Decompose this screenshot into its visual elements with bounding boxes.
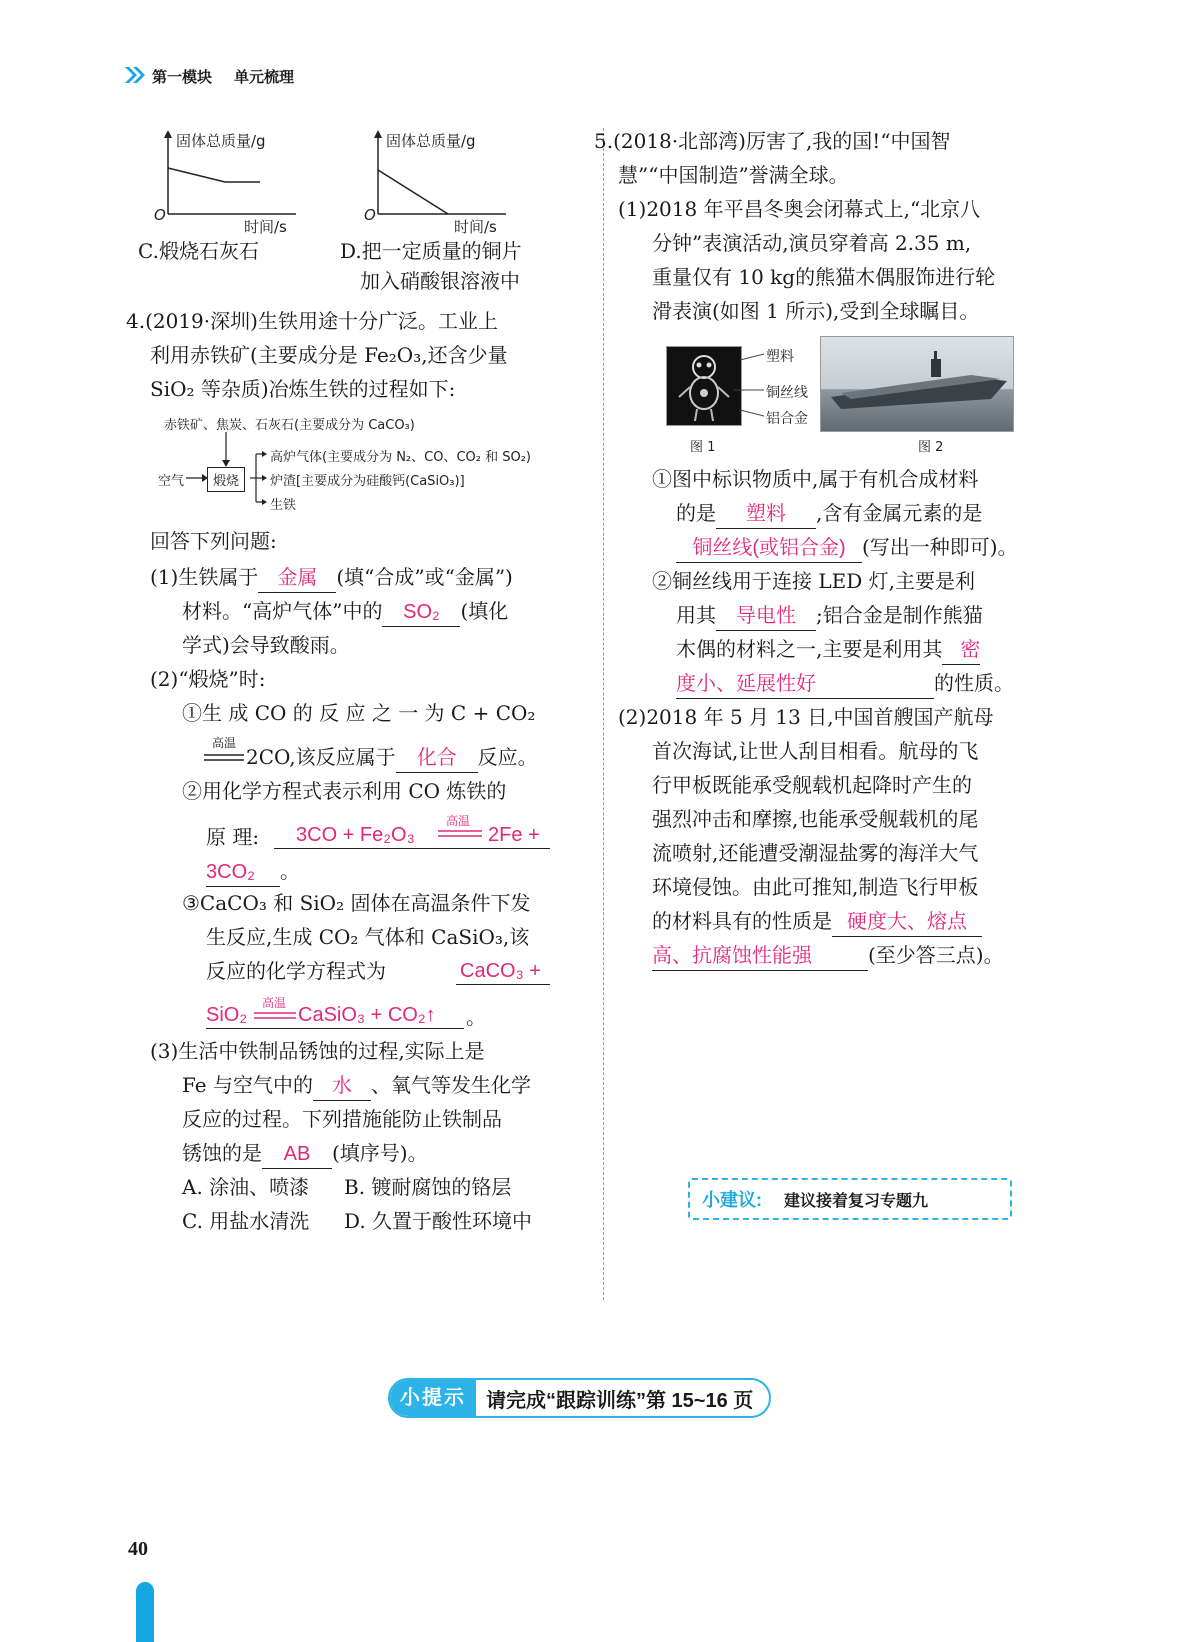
flow-output-gas: 高炉气体(主要成分为 N₂、CO、CO₂ 和 SO₂) — [270, 450, 532, 465]
flow-calcine-box: 煅烧 — [207, 467, 245, 492]
graph-d-ylabel: 固体总质量/g — [386, 132, 476, 150]
answer-equation-right: 2Fe + — [488, 824, 540, 846]
q5-s1-line2: 分钟”表演活动,演员穿着高 2.35 m, — [652, 231, 972, 255]
q4-part1-line1: (1)生铁属于 金属 (填“合成”或“金属”) — [150, 560, 513, 594]
answer-equation-left: CaCO₃ + — [460, 960, 541, 982]
flow-output-iron: 生铁 — [270, 498, 297, 513]
q4-part2-3-line2: 生反应,生成 CO₂ 气体和 CaSiO₃,该 — [206, 925, 530, 949]
q5-a1-line3: 铜丝线(或铝合金) (写出一种即可)。 — [676, 530, 1018, 564]
q5-line1: 5.(2018·北部湾)厉害了,我的国!“中国智 — [594, 129, 951, 153]
q5-s2-line3: 行甲板既能承受舰载机起降时产生的 — [652, 773, 972, 797]
column-divider — [603, 128, 604, 1300]
q5-s2-line4: 强烈冲击和摩擦,也能承受舰载机的尾 — [652, 807, 979, 831]
label-copper-wire: 铜丝线 — [766, 385, 808, 401]
period: 。 — [466, 1005, 486, 1029]
q4-part2-2-line3: 3CO₂ 。 — [206, 854, 300, 888]
q5-a2-line1: ②铜丝线用于连接 LED 灯,主要是利 — [652, 569, 975, 593]
q4-option-a: A. 涂油、喷漆 — [182, 1175, 310, 1199]
q5-a1-line1: ①图中标识物质中,属于有机合成材料 — [652, 467, 979, 491]
q4-part1-line2: 材料。“高炉气体”中的 SO₂ (填化 — [182, 594, 508, 628]
q4-line3: SiO₂ 等杂质)冶炼生铁的过程如下: — [150, 377, 456, 401]
page-number: 40 — [128, 1538, 148, 1560]
answer-equation-left: 3CO + Fe₂O₃ — [296, 824, 415, 846]
q4-option-c: C. 用盐水清洗 — [182, 1209, 310, 1233]
answer-blank[interactable]: 水 — [313, 1072, 371, 1101]
q4-part2-3-line1: ③CaCO₃ 和 SiO₂ 固体在高温条件下发 — [182, 891, 531, 915]
q5-s1-line3: 重量仅有 10 kg的熊猫木偶服饰进行轮 — [652, 265, 996, 289]
figure-1-caption: 图 1 — [690, 440, 716, 455]
q4-part2: (2)“煅烧”时: — [150, 667, 266, 691]
reaction-condition: 高温 — [262, 996, 287, 1010]
q4-line1: 4.(2019·深圳)生铁用途十分广泛。工业上 — [126, 309, 498, 333]
q5-a2-line2: 用其 导电性 ;铝合金是制作熊猫 — [676, 598, 983, 632]
flow-air: 空气 — [158, 474, 185, 489]
q4-part3-line3: 反应的过程。下列措施能防止铁制品 — [182, 1107, 502, 1131]
answer-blank[interactable]: 硬度大、熔点 — [832, 908, 982, 937]
flow-output-slag: 炉渣[主要成分为硅酸钙(CaSiO₃)] — [270, 474, 465, 489]
q4-part2-3-line3: 反应的化学方程式为 — [206, 959, 386, 983]
answer-blank[interactable]: 金属 — [258, 564, 336, 593]
study-tip-label: 小建议: — [702, 1190, 762, 1210]
q4-part3-line2: Fe 与空气中的 水 、氧气等发生化学 — [182, 1068, 531, 1102]
q4-part3-line4: 锈蚀的是 AB (填序号)。 — [182, 1136, 428, 1170]
hint-banner — [388, 1378, 771, 1418]
q5-s1-line4: 滑表演(如图 1 所示),受到全球瞩目。 — [652, 299, 980, 323]
figure-2-aircraft-carrier — [820, 336, 1014, 432]
graph-c-ylabel: 固体总质量/g — [176, 132, 266, 150]
q5-s2-line6: 环境侵蚀。由此可推知,制造飞行甲板 — [652, 875, 979, 899]
graph-c-origin: O — [154, 206, 166, 224]
label-plastic: 塑料 — [766, 349, 794, 365]
q4-option-b: B. 镀耐腐蚀的铬层 — [344, 1175, 512, 1199]
q5-a2-line3: 木偶的材料之一,主要是利用其 密 — [676, 632, 980, 666]
equals-sign-icon — [438, 830, 482, 838]
q4-part2-1-line1: ①生 成 CO 的 反 应 之 一 为 C + CO₂ — [182, 701, 536, 725]
q5-s2-line2: 首次海试,让世人刮目相看。航母的飞 — [652, 739, 979, 763]
answer-blank[interactable]: 铜丝线(或铝合金) — [676, 534, 862, 563]
option-d-line2: 加入硝酸银溶液中 — [360, 269, 520, 293]
answer-blank[interactable]: 3CO₂ — [206, 858, 280, 887]
header-arrows-icon — [124, 66, 146, 88]
page-edge-tab — [136, 1582, 154, 1642]
q4-part2-2-label: 原 理: — [206, 825, 260, 849]
q5-s2-line7: 的材料具有的性质是 硬度大、熔点 — [652, 904, 982, 938]
answer-blank[interactable]: AB — [262, 1140, 332, 1169]
q5-a1-line2: 的是 塑料 ,含有金属元素的是 — [676, 496, 982, 530]
answer-equation-products: CaSiO₃ + CO₂↑ — [298, 1004, 436, 1026]
option-d-line1: D.把一定质量的铜片 — [340, 239, 522, 263]
flow-inputs: 赤铁矿、焦炭、石灰石(主要成分为 CaCO₃) — [164, 418, 415, 433]
answer-blank[interactable]: 高、抗腐蚀性能强 — [652, 942, 868, 971]
reaction-condition: 高温 — [446, 814, 471, 828]
q5-a2-line4: 度小、延展性好 的性质。 — [676, 666, 1014, 700]
q4-part2-1-line2: 2CO,该反应属于 化合 反应。 — [246, 740, 538, 774]
reaction-condition: 高温 — [212, 736, 237, 750]
graph-d-xlabel: 时间/s — [454, 218, 497, 236]
hint-tag: 小提示 — [390, 1380, 476, 1416]
figure-2-caption: 图 2 — [918, 440, 944, 455]
label-aluminum-alloy: 铝合金 — [766, 411, 808, 427]
answer-blank[interactable]: 度小、延展性好 — [676, 670, 934, 699]
q4-part1-line3: 学式)会导致酸雨。 — [182, 633, 350, 657]
q4-option-d: D. 久置于酸性环境中 — [344, 1209, 533, 1233]
study-tip-text: 建议接着复习专题九 — [784, 1193, 929, 1210]
q4-part2-2-line1: ②用化学方程式表示利用 CO 炼铁的 — [182, 779, 507, 803]
answer-equation-reactant: SiO₂ — [206, 1004, 248, 1026]
q5-s2-line8: 高、抗腐蚀性能强 (至少答三点)。 — [652, 938, 1004, 972]
answer-blank[interactable]: 密 — [942, 636, 980, 665]
q5-line2: 慧”“中国制造”誉满全球。 — [618, 163, 849, 187]
q5-s2-line1: (2)2018 年 5 月 13 日,中国首艘国产航母 — [618, 705, 994, 729]
equals-sign-icon — [204, 754, 244, 762]
q4-line2: 利用赤铁矿(主要成分是 Fe₂O₃,还含少量 — [150, 343, 508, 367]
q5-s2-line5: 流喷射,还能遭受潮湿盐雾的海洋大气 — [652, 841, 979, 865]
header-section: 单元梳理 — [234, 69, 295, 86]
hint-text: 请完成“跟踪训练”第 15~16 页 — [486, 1389, 754, 1412]
answer-blank[interactable]: SO₂ — [382, 598, 460, 627]
q4-prompt: 回答下列问题: — [150, 529, 277, 553]
figure-1-leader-lines — [730, 350, 770, 430]
equals-sign-icon — [254, 1012, 296, 1020]
option-c: C.煅烧石灰石 — [138, 239, 259, 263]
answer-blank[interactable]: 塑料 — [716, 500, 816, 529]
graph-c-xlabel: 时间/s — [244, 218, 287, 236]
graph-d-origin: O — [364, 206, 376, 224]
answer-blank[interactable]: 化合 — [396, 744, 478, 773]
answer-blank[interactable]: 导电性 — [716, 602, 816, 631]
header-module: 第一模块 — [152, 69, 213, 86]
study-tip-box — [688, 1178, 1012, 1220]
q4-part3-line1: (3)生活中铁制品锈蚀的过程,实际上是 — [150, 1039, 485, 1063]
q5-s1-line1: (1)2018 年平昌冬奥会闭幕式上,“北京八 — [618, 197, 981, 221]
